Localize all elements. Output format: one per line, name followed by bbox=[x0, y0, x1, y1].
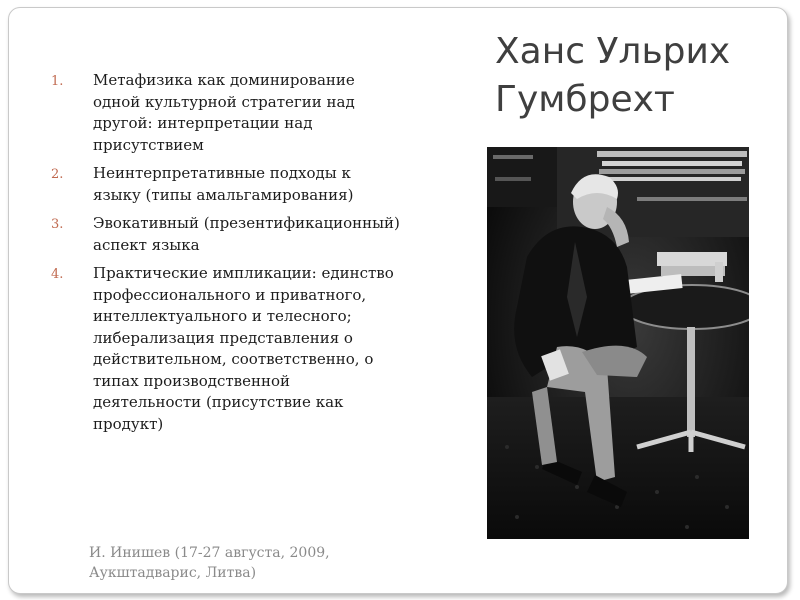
portrait-photo bbox=[487, 147, 749, 539]
title-line-1: Ханс Ульрих bbox=[495, 31, 731, 72]
list-item-number: 4. bbox=[51, 267, 64, 282]
list-item-text: Метафизика как доминирование одной культурной стратегии над другой: интерпретации над присутствием bbox=[93, 71, 355, 154]
title-line-2: Гумбрехт bbox=[495, 79, 675, 120]
list-item-text: Неинтерпретативные подходы к языку (типы амальгамирования) bbox=[93, 164, 354, 204]
slide bbox=[8, 7, 788, 594]
list-item-number: 1. bbox=[51, 74, 64, 89]
list-item bbox=[51, 263, 401, 435]
list-item-text: Эвокативный (презентификационный) аспект языка bbox=[93, 214, 400, 254]
list-item bbox=[51, 70, 401, 156]
list-item-number: 2. bbox=[51, 167, 64, 182]
list-item bbox=[51, 163, 401, 206]
list-item-number: 3. bbox=[51, 217, 64, 232]
topic-list bbox=[51, 70, 401, 442]
footer-line-1: И. Инишев (17-27 августа, 2009, bbox=[89, 545, 330, 561]
slide-title bbox=[495, 28, 785, 124]
list-item-text: Практические импликации: единство профессионального и приватного, интеллектуального и телесного; либерализация представления о действительном, соответственно, о типах производственной деятельности (присутствие как продукт) bbox=[93, 264, 394, 433]
list-item bbox=[51, 213, 401, 256]
footer-caption bbox=[89, 543, 389, 583]
footer-line-2: Аукштадварис, Литва) bbox=[89, 565, 257, 581]
